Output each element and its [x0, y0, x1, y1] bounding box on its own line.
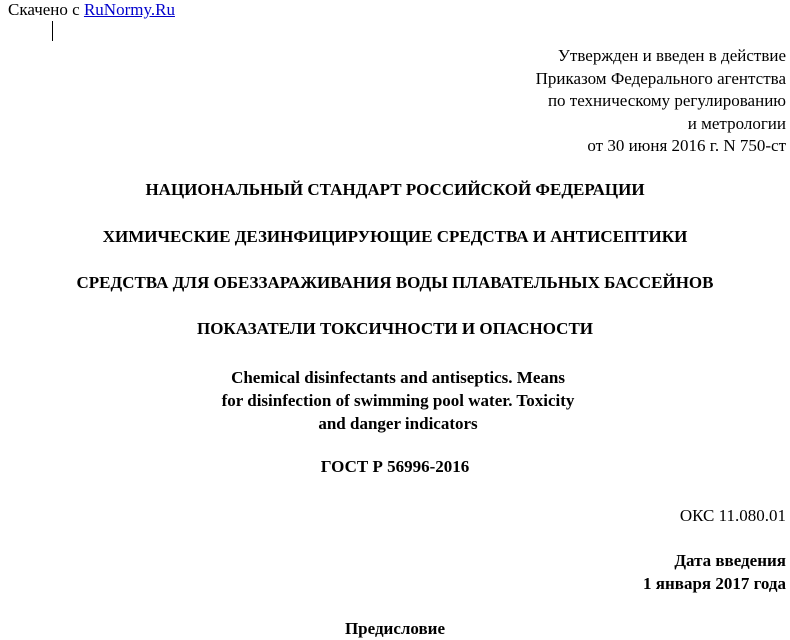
standard-designation: ГОСТ Р 56996-2016	[320, 457, 470, 476]
english-title-line: Chemical disinfectants and antiseptics. Means	[231, 368, 565, 387]
approval-line: по техническому регулированию	[547, 91, 786, 110]
introduction-date-label: Дата введения	[674, 551, 786, 570]
approval-block	[536, 45, 786, 158]
title-line-1: ХИМИЧЕСКИЕ ДЕЗИНФИЦИРУЮЩИЕ СРЕДСТВА И АНТИСЕПТИКИ	[102, 227, 688, 246]
title-line-3: ПОКАЗАТЕЛИ ТОКСИЧНОСТИ И ОПАСНОСТИ	[196, 319, 594, 338]
introduction-date-value: 1 января 2017 года	[643, 574, 786, 593]
source-link[interactable]: RuNormy.Ru	[83, 0, 175, 19]
title-line-2: СРЕДСТВА ДЛЯ ОБЕЗЗАРАЖИВАНИЯ ВОДЫ ПЛАВАТЕЛЬНЫХ БАССЕЙНОВ	[76, 273, 714, 292]
source-line	[8, 0, 175, 20]
english-title-line: and danger indicators	[318, 414, 478, 433]
approval-line: от 30 июня 2016 г. N 750-ст	[587, 136, 786, 155]
introduction-date-block	[643, 549, 786, 595]
text-cursor	[52, 21, 53, 41]
oks-code: ОКС 11.080.01	[679, 506, 786, 525]
english-title-line: for disinfection of swimming pool water. Toxicity	[221, 391, 575, 410]
approval-line: Приказом Федерального агентства	[535, 68, 786, 88]
source-prefix: Скачено с	[8, 0, 84, 19]
approval-line: и метрологии	[687, 113, 786, 133]
english-title	[0, 366, 790, 435]
approval-line: Утвержден и введен в действие	[557, 46, 786, 65]
standard-type-title: НАЦИОНАЛЬНЫЙ СТАНДАРТ РОССИЙСКОЙ ФЕДЕРАЦИИ	[145, 180, 645, 199]
preface-heading: Предисловие	[344, 619, 446, 638]
